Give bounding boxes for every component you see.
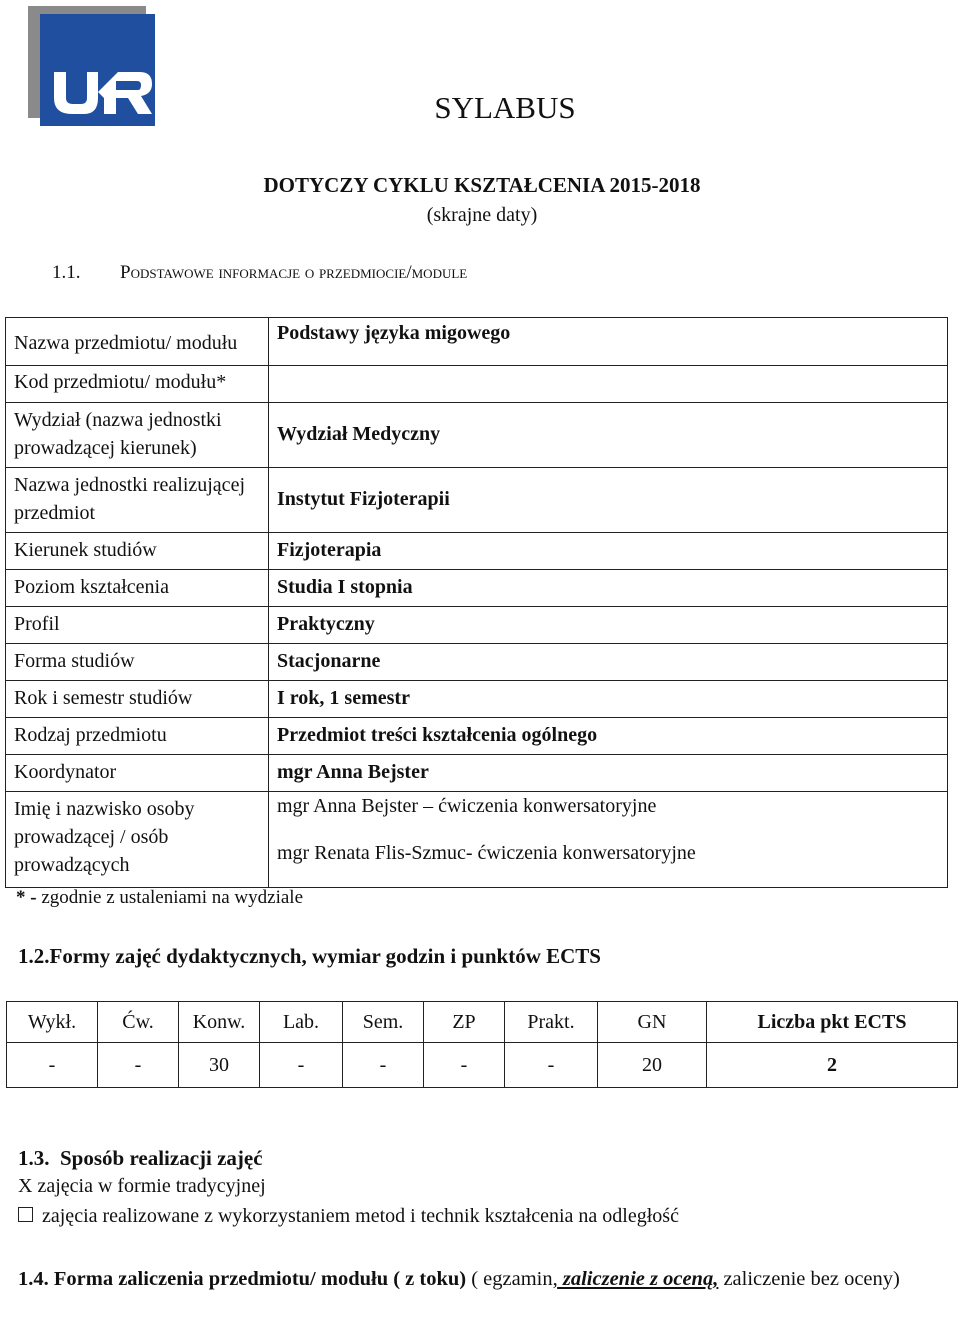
value-cell: 2 — [707, 1043, 958, 1088]
value-cell: Studia I stopnia — [269, 570, 948, 607]
section-number: 1.3. — [18, 1146, 50, 1170]
value-cell: Fizjoterapia — [269, 533, 948, 570]
header-cell: Sem. — [343, 1002, 424, 1043]
header-cell: ZP — [424, 1002, 505, 1043]
section-title: Sposób realizacji zajęć — [60, 1146, 263, 1170]
document-title: SYLABUS — [434, 90, 576, 125]
section-title: Podstawowe informacje o przedmiocie/module — [120, 262, 468, 283]
value-cell: 30 — [179, 1043, 260, 1088]
value-cell: Instytut Fizjoterapii — [269, 468, 948, 533]
value-cell: - — [98, 1043, 179, 1088]
cycle-heading: DOTYCZY CYKLU KSZTAŁCENIA 2015-2018 — [263, 173, 701, 197]
label-cell: Nazwa jednostki realizującej przedmiot — [6, 468, 269, 533]
header-cell: GN — [598, 1002, 707, 1043]
label-cell: Nazwa przedmiotu/ modułu — [6, 318, 269, 366]
section-1-2-heading: 1.2.Formy zajęć dydaktycznych, wymiar godzin i punktów ECTS — [18, 944, 601, 968]
ects-table — [6, 1001, 958, 1088]
checked-mark: X — [18, 1175, 33, 1197]
section-1-4 — [18, 1264, 958, 1294]
table-row — [6, 403, 948, 468]
label-cell: Poziom kształcenia — [6, 570, 269, 607]
table-row — [6, 607, 948, 644]
table-row — [6, 533, 948, 570]
header-cell: Ćw. — [98, 1002, 179, 1043]
header-cell: Lab. — [260, 1002, 343, 1043]
value-cell: Podstawy języka migowego — [269, 318, 948, 366]
label-cell: Rodzaj przedmiotu — [6, 718, 269, 755]
section-title: 1.4. Forma zaliczenia przedmiotu/ modułu ( z toku) — [18, 1268, 467, 1290]
table-row — [6, 792, 948, 888]
label-cell: Kod przedmiotu/ modułu* — [6, 366, 269, 403]
value-cell: Wydział Medyczny — [269, 403, 948, 468]
footnote-mark: * - — [16, 887, 37, 908]
value-cell: 20 — [598, 1043, 707, 1088]
comma: , — [552, 1268, 558, 1290]
ects-values-row — [7, 1043, 958, 1088]
dates-note: (skrajne daty) — [426, 204, 538, 226]
label-cell: Imię i nazwisko osoby prowadzącej / osób prowadzących — [6, 792, 269, 888]
value-cell: Przedmiot treści kształcenia ogólnego — [269, 718, 948, 755]
teacher-line: mgr Renata Flis-Szmuc- ćwiczenia konwersatoryjne — [277, 842, 696, 864]
value-cell: Praktyczny — [269, 607, 948, 644]
table-row — [6, 318, 948, 366]
value-cell: - — [260, 1043, 343, 1088]
label-cell: Kierunek studiów — [6, 533, 269, 570]
checkbox-icon — [18, 1207, 33, 1222]
value-cell: - — [343, 1043, 424, 1088]
option-label: zajęcia realizowane z wykorzystaniem metod i technik kształcenia na odległość — [42, 1205, 679, 1227]
footnote — [16, 887, 303, 909]
header-cell: Prakt. — [505, 1002, 598, 1043]
option-text: zaliczenie bez oceny) — [718, 1268, 900, 1290]
teachers-cell — [269, 792, 948, 888]
option-remote — [18, 1205, 679, 1228]
section-number: 1.1. — [52, 262, 81, 283]
value-cell: - — [424, 1043, 505, 1088]
table-row — [6, 718, 948, 755]
table-row — [6, 644, 948, 681]
option-traditional — [18, 1175, 266, 1198]
label-cell: Wydział (nazwa jednostki prowadzącej kierunek) — [6, 403, 269, 468]
option-text: ( egzamin — [466, 1268, 553, 1290]
footnote-text: zgodnie z ustaleniami na wydziale — [36, 887, 304, 908]
table-row — [6, 681, 948, 718]
value-cell — [269, 366, 948, 403]
ects-header-row — [7, 1002, 958, 1043]
header-cell: Wykł. — [7, 1002, 98, 1043]
table-row — [6, 366, 948, 403]
course-info-table — [5, 317, 948, 888]
section-1-3-heading — [18, 1146, 263, 1171]
table-row — [6, 570, 948, 607]
table-row — [6, 468, 948, 533]
value-cell: - — [7, 1043, 98, 1088]
label-cell: Forma studiów — [6, 644, 269, 681]
label-cell: Rok i semestr studiów — [6, 681, 269, 718]
value-cell: Stacjonarne — [269, 644, 948, 681]
header-cell: Konw. — [179, 1002, 260, 1043]
label-cell: Koordynator — [6, 755, 269, 792]
teacher-line: mgr Anna Bejster – ćwiczenia konwersatoryjne — [277, 795, 657, 817]
selected-option: zaliczenie z oceną, — [557, 1268, 719, 1290]
value-cell: - — [505, 1043, 598, 1088]
header-cell: Liczba pkt ECTS — [707, 1002, 958, 1043]
label-cell: Profil — [6, 607, 269, 644]
table-row — [6, 755, 948, 792]
section-1-1-heading — [52, 262, 467, 284]
option-label: zajęcia w formie tradycyjnej — [37, 1175, 266, 1197]
value-cell: mgr Anna Bejster — [269, 755, 948, 792]
value-cell: I rok, 1 semestr — [269, 681, 948, 718]
